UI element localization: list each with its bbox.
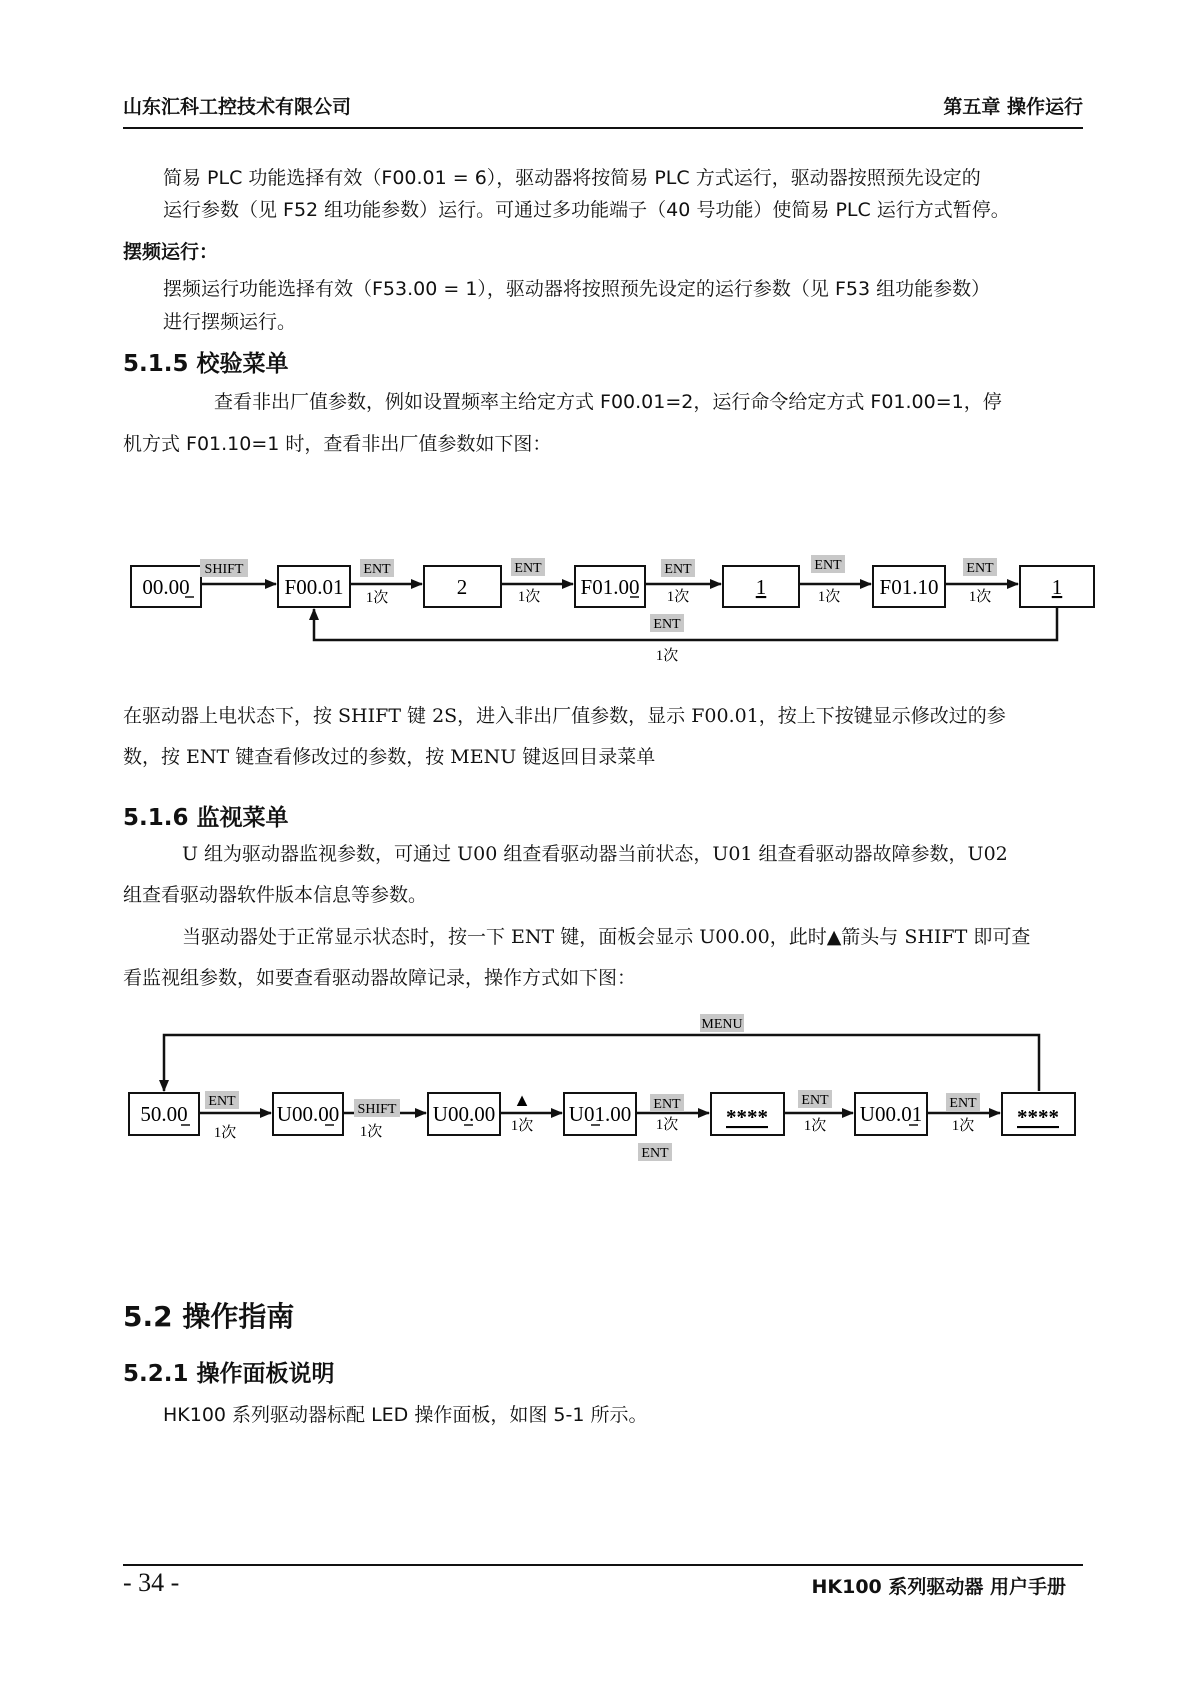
d1-box-3-label: 2	[456, 575, 468, 599]
d2-key-4	[650, 1094, 684, 1112]
d2-box-3-label: U00.00	[432, 1102, 496, 1126]
monitor-menu-diagram	[0, 1000, 1200, 1175]
d2-key-3-label: ▲	[513, 1090, 531, 1110]
d2-box-6-label: U00.01	[859, 1102, 923, 1126]
d2-key-4-label: ENT	[653, 1097, 681, 1112]
d1-box-5-label: 1	[755, 575, 767, 599]
plc-paragraph-line2: 运行参数（见 F52 组功能参数）运行。可通过多功能端子（40 号功能）使简易 PLC 运行方式暂停。	[163, 199, 1010, 221]
d2-box-2-label: U00.00	[276, 1102, 340, 1126]
d1-box-4	[575, 566, 645, 607]
d1-key-1	[200, 559, 248, 577]
section-516-line2: 组查看驱动器软件版本信息等参数。	[123, 884, 428, 906]
d2-box-5	[711, 1093, 784, 1135]
swing-heading: 摆频运行：	[123, 241, 219, 263]
footer-manual-title: HK100 系列驱动器 用户手册	[811, 1576, 1066, 1598]
d1-box-3	[424, 566, 501, 607]
section-516-heading: 5.1.6 监视菜单	[123, 805, 289, 831]
d1-box-6	[873, 566, 945, 607]
header-chapter: 第五章 操作运行	[943, 96, 1083, 118]
d2-key-6-label: ENT	[949, 1096, 977, 1111]
d1-return-key-label: ENT	[653, 617, 681, 632]
d2-key-2	[354, 1099, 400, 1117]
d2-below-key	[638, 1143, 672, 1161]
d1-key-5	[811, 555, 845, 573]
d1-key-3-label: ENT	[514, 561, 542, 576]
d1-key-6-label: ENT	[966, 561, 994, 576]
d1-key-4	[661, 559, 695, 577]
d1-box-2	[278, 566, 350, 607]
d1-key-4-label: ENT	[664, 562, 692, 577]
d2-count-3: 1次	[510, 1118, 534, 1134]
section-516-line4: 看监视组参数，如要查看驱动器故障记录，操作方式如下图：	[123, 967, 637, 989]
d1-key-6	[963, 558, 997, 576]
d1-count-3: 1次	[517, 589, 541, 605]
d2-key-5-label: ENT	[801, 1093, 829, 1108]
d1-box-1-label: 00.00	[142, 575, 190, 599]
section-515-line2: 机方式 F01.10=1 时，查看非出厂值参数如下图：	[123, 433, 552, 455]
swing-paragraph-line2: 进行摆频运行。	[163, 311, 297, 333]
after-diagram1-line1: 在驱动器上电状态下，按 SHIFT 键 2S，进入非出厂值参数，显示 F00.01，按上下按键显示修改过的参	[123, 705, 1006, 727]
d1-key-2	[360, 559, 394, 577]
d1-box-5	[723, 566, 799, 607]
d2-box-7-label: ****	[1017, 1105, 1059, 1129]
header-company: 山东汇科工控技术有限公司	[123, 96, 352, 118]
section-515-line1: 查看非出厂值参数，例如设置频率主给定方式 F00.01=2，运行命令给定方式 F01.00=1，停	[214, 391, 1002, 413]
after-diagram1-line2: 数，按 ENT 键查看修改过的参数，按 MENU 键返回目录菜单	[123, 746, 656, 768]
d2-below-key-label: ENT	[641, 1146, 669, 1161]
d1-key-2-label: ENT	[363, 562, 391, 577]
header-rule	[123, 127, 1083, 129]
footer-rule	[123, 1564, 1083, 1566]
section-515-heading: 5.1.5 校验菜单	[123, 351, 289, 377]
d1-box-2-label: F00.01	[284, 575, 344, 599]
d1-count-5: 1次	[817, 589, 841, 605]
d2-box-5-label: ****	[726, 1105, 768, 1129]
d1-box-4-label: F01.00	[580, 575, 640, 599]
d2-count-1: 1次	[213, 1125, 237, 1141]
d1-key-3	[511, 558, 545, 576]
section-521-heading: 5.2.1 操作面板说明	[123, 1361, 335, 1387]
d2-box-4-label: U01.00	[568, 1102, 632, 1126]
d2-count-4: 1次	[655, 1117, 679, 1133]
d2-count-2: 1次	[359, 1124, 383, 1140]
d2-key-5	[798, 1090, 832, 1108]
section-516-line1: U 组为驱动器监视参数，可通过 U00 组查看驱动器当前状态，U01 组查看驱动器故障参数，U02	[182, 843, 1008, 865]
d2-box-2	[273, 1093, 343, 1135]
d2-key-1-label: ENT	[208, 1094, 236, 1109]
footer-page-number: - 34 -	[123, 1568, 180, 1597]
d1-count-2: 1次	[365, 590, 389, 606]
d2-box-7	[1002, 1093, 1075, 1135]
d1-box-6-label: F01.10	[879, 575, 939, 599]
d2-menu-key	[700, 1014, 744, 1032]
d2-count-6: 1次	[951, 1118, 975, 1134]
plc-paragraph-line1: 简易 PLC 功能选择有效（F00.01 = 6），驱动器将按简易 PLC 方式运行，驱动器按照预先设定的	[163, 167, 981, 189]
d1-key-5-label: ENT	[814, 558, 842, 573]
d1-key-1-label: SHIFT	[204, 562, 244, 577]
d1-box-1	[131, 566, 201, 607]
d2-key-2-label: SHIFT	[357, 1102, 397, 1117]
d1-box-7-label: 1	[1051, 575, 1063, 599]
d1-return-count: 1次	[655, 648, 679, 664]
check-menu-diagram	[0, 540, 1200, 670]
d2-menu-key-label: MENU	[701, 1017, 743, 1032]
section-521-line1: HK100 系列驱动器标配 LED 操作面板，如图 5-1 所示。	[163, 1404, 648, 1426]
d1-count-4: 1次	[666, 589, 690, 605]
d2-box-1-label: 50.00	[140, 1102, 188, 1126]
d1-return-key	[650, 614, 684, 632]
section-516-line3: 当驱动器处于正常显示状态时，按一下 ENT 键，面板会显示 U00.00，此时▲箭头与 SHIFT 即可查	[182, 926, 1031, 948]
d2-box-6	[855, 1093, 927, 1135]
d2-box-4	[564, 1093, 636, 1135]
swing-paragraph-line1: 摆频运行功能选择有效（F53.00 = 1），驱动器将按照预先设定的运行参数（见 F53 组功能参数）	[163, 278, 991, 300]
d1-count-6: 1次	[968, 589, 992, 605]
d2-box-1	[129, 1093, 199, 1135]
section-52-heading: 5.2 操作指南	[123, 1300, 295, 1333]
d2-key-1	[205, 1091, 239, 1109]
d1-box-7	[1020, 566, 1094, 607]
d2-count-5: 1次	[803, 1118, 827, 1134]
d2-box-3	[428, 1093, 500, 1135]
d2-key-6	[946, 1093, 980, 1111]
